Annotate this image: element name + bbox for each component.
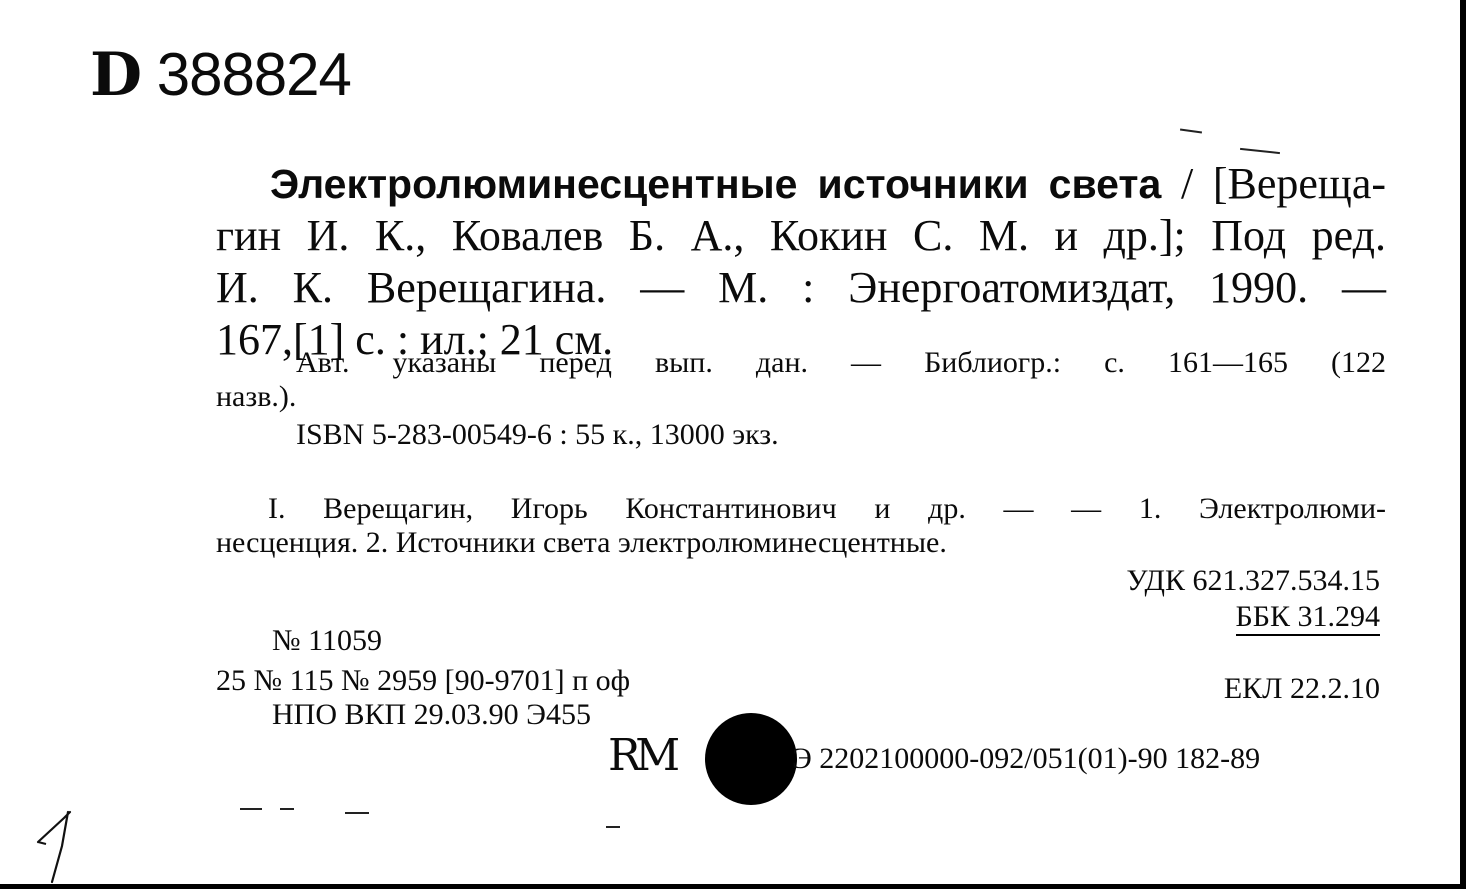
tracings-line-2: несценция. 2. Источники света электролюминесцентные.: [216, 526, 947, 559]
scan-speck: [1240, 148, 1280, 154]
entry-line-3: И. К. Верещагина. — М. : Энергоатомиздат, 1990. —: [216, 263, 1386, 312]
notes-line-1: Авт. указаны перед вып. дан. — Библиогр.: с. 161—165 (122: [296, 346, 1386, 379]
entry-line-4: 167,[1] с. : ил.; 21 см.: [216, 315, 614, 364]
rm-mark: RM: [608, 730, 675, 781]
entry-authors-start: [Вереща-: [1212, 159, 1386, 208]
ekl-code: ЕКЛ 22.2.10: [1223, 672, 1380, 705]
entry-line-2: гин И. К., Ковалев Б. А., Кокин С. М. и др.]; Под ред.: [216, 211, 1386, 260]
notes-block: [216, 346, 1386, 452]
isbn-line: ISBN 5-283-00549-6 : 55 к., 13000 экз.: [296, 418, 779, 451]
scan-speck: [280, 808, 294, 810]
entry-slash: /: [1180, 159, 1194, 208]
card-number: № 11059: [272, 624, 383, 657]
entry-line-1: [216, 158, 1386, 210]
punch-hole: [705, 713, 797, 805]
scan-speck: [606, 826, 620, 828]
tracings-block: [216, 492, 1386, 560]
notes-line-2: назв.).: [216, 380, 297, 413]
scan-speck: [240, 808, 262, 810]
call-number: [90, 40, 351, 110]
call-number-prefix: D: [90, 40, 142, 110]
print-info-line: 25 № 115 № 2959 [90-9701] п оф: [216, 664, 631, 697]
entry-title: Электролюминесцентные источники света: [270, 161, 1162, 207]
call-number-value: 388824: [156, 41, 351, 108]
udk-code: УДК 621.327.534.15: [1126, 564, 1380, 597]
index-code: Э 2202100000-092/051(01)-90 182-89: [792, 742, 1261, 775]
scan-speck: [1180, 128, 1202, 133]
scan-speck: [345, 812, 369, 814]
handwritten-mark-icon: [34, 806, 84, 886]
bibliographic-entry: [216, 158, 1386, 366]
bbk-code: ББК 31.294: [1236, 600, 1380, 636]
publisher-line: НПО ВКП 29.03.90 Э455: [272, 698, 591, 731]
tracings-line-1: I. Верещагин, Игорь Константинович и др. — — 1. Электролюми-: [268, 492, 1386, 525]
